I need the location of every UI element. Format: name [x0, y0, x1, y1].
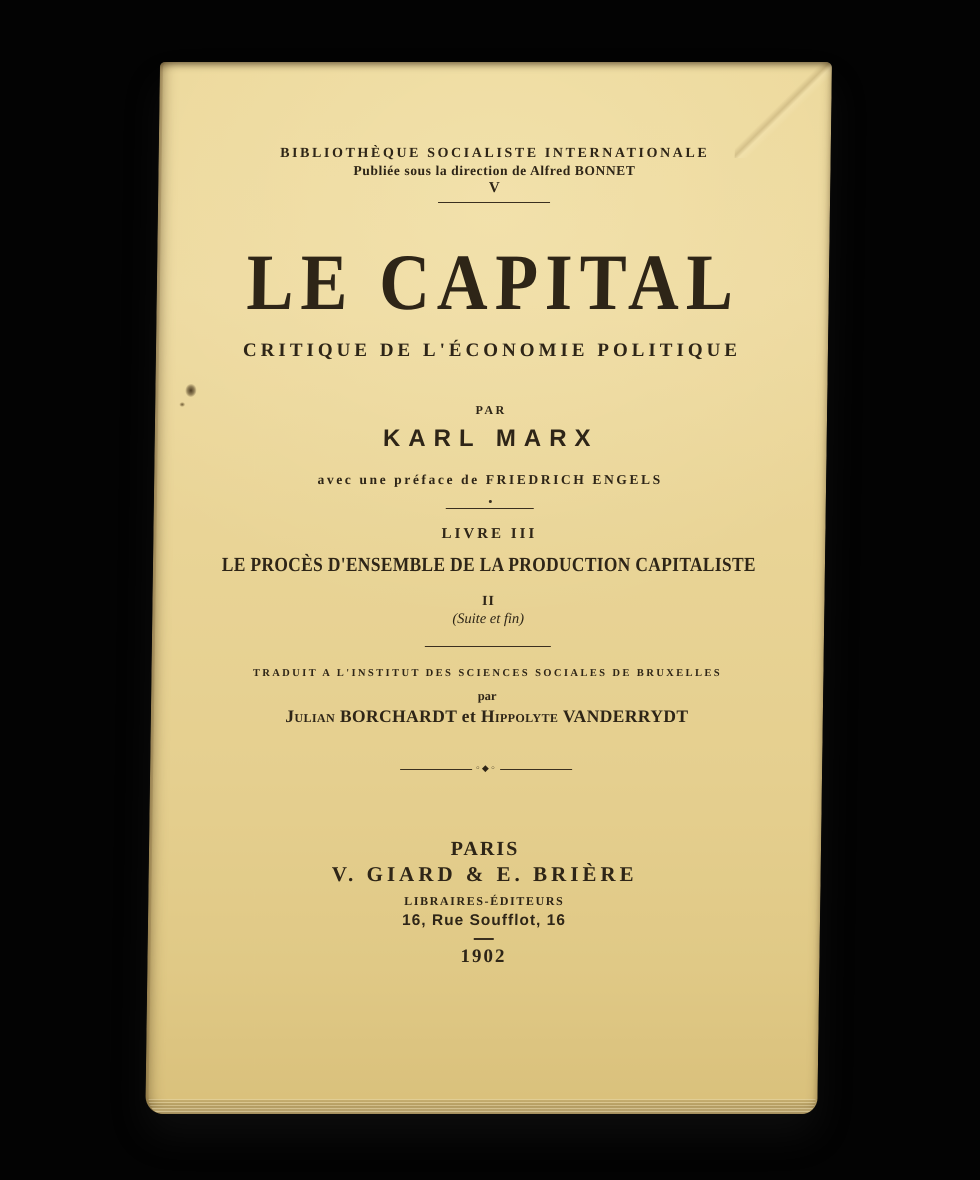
translators-line: [151, 706, 823, 727]
suite-rule: [425, 646, 551, 647]
ornament-divider: [150, 764, 822, 774]
publication-year: 1902: [460, 946, 507, 967]
part-title: LE PROCÈS D'ENSEMBLE DE LA PRODUCTION CAPITALISTE: [221, 554, 757, 576]
translators-conjunction: et: [461, 706, 477, 726]
preface-credit: avec une préface de FRIEDRICH ENGELS: [317, 472, 663, 487]
cover-corner-crease: [735, 62, 832, 158]
book-title: LE CAPITAL: [245, 239, 741, 327]
suite-note: (Suite et fin): [452, 611, 525, 627]
translator2-first: Hippolyte: [480, 706, 559, 726]
series-rule: [438, 202, 550, 203]
par-label: PAR: [475, 403, 507, 417]
livre-number: LIVRE III: [441, 526, 538, 542]
book-cover: [145, 62, 832, 1114]
year-dash-rule: [474, 938, 494, 940]
page-block-edge: [148, 1099, 815, 1114]
book-subtitle: CRITIQUE DE L'ÉCONOMIE POLITIQUE: [242, 340, 742, 361]
ornament-line-right: [500, 769, 572, 770]
translator1-first: Julian: [285, 706, 336, 726]
author-name: KARL MARX: [382, 425, 599, 452]
publisher-role: LIBRAIRES-ÉDITEURS: [404, 894, 565, 908]
section-rule: [446, 508, 534, 509]
series-volume-numeral: V: [488, 180, 500, 196]
translator2-last: VANDERRYDT: [562, 706, 689, 726]
translation-institute-line: TRADUIT A L'INSTITUT DES SCIENCES SOCIALES DE BRUXELLES: [252, 668, 723, 679]
publisher-address: 16, Rue Soufflot, 16: [401, 912, 567, 929]
tome-numeral: II: [481, 594, 496, 609]
ornament-line-left: [400, 769, 472, 770]
translator1-last: BORCHARDT: [339, 706, 458, 726]
cover-stain: [185, 384, 196, 397]
imprint-city: PARIS: [450, 838, 520, 860]
translated-par-label: par: [477, 689, 497, 703]
publisher-name: V. GIARD & E. BRIÈRE: [331, 862, 638, 886]
dot-ornament: [489, 500, 492, 503]
series-editor-line: Publiée sous la direction de Alfred BONNET: [353, 163, 636, 178]
series-title: BIBLIOTHÈQUE SOCIALISTE INTERNATIONALE: [280, 146, 710, 161]
ornament-center-icon: ◦◆◦: [475, 764, 498, 774]
